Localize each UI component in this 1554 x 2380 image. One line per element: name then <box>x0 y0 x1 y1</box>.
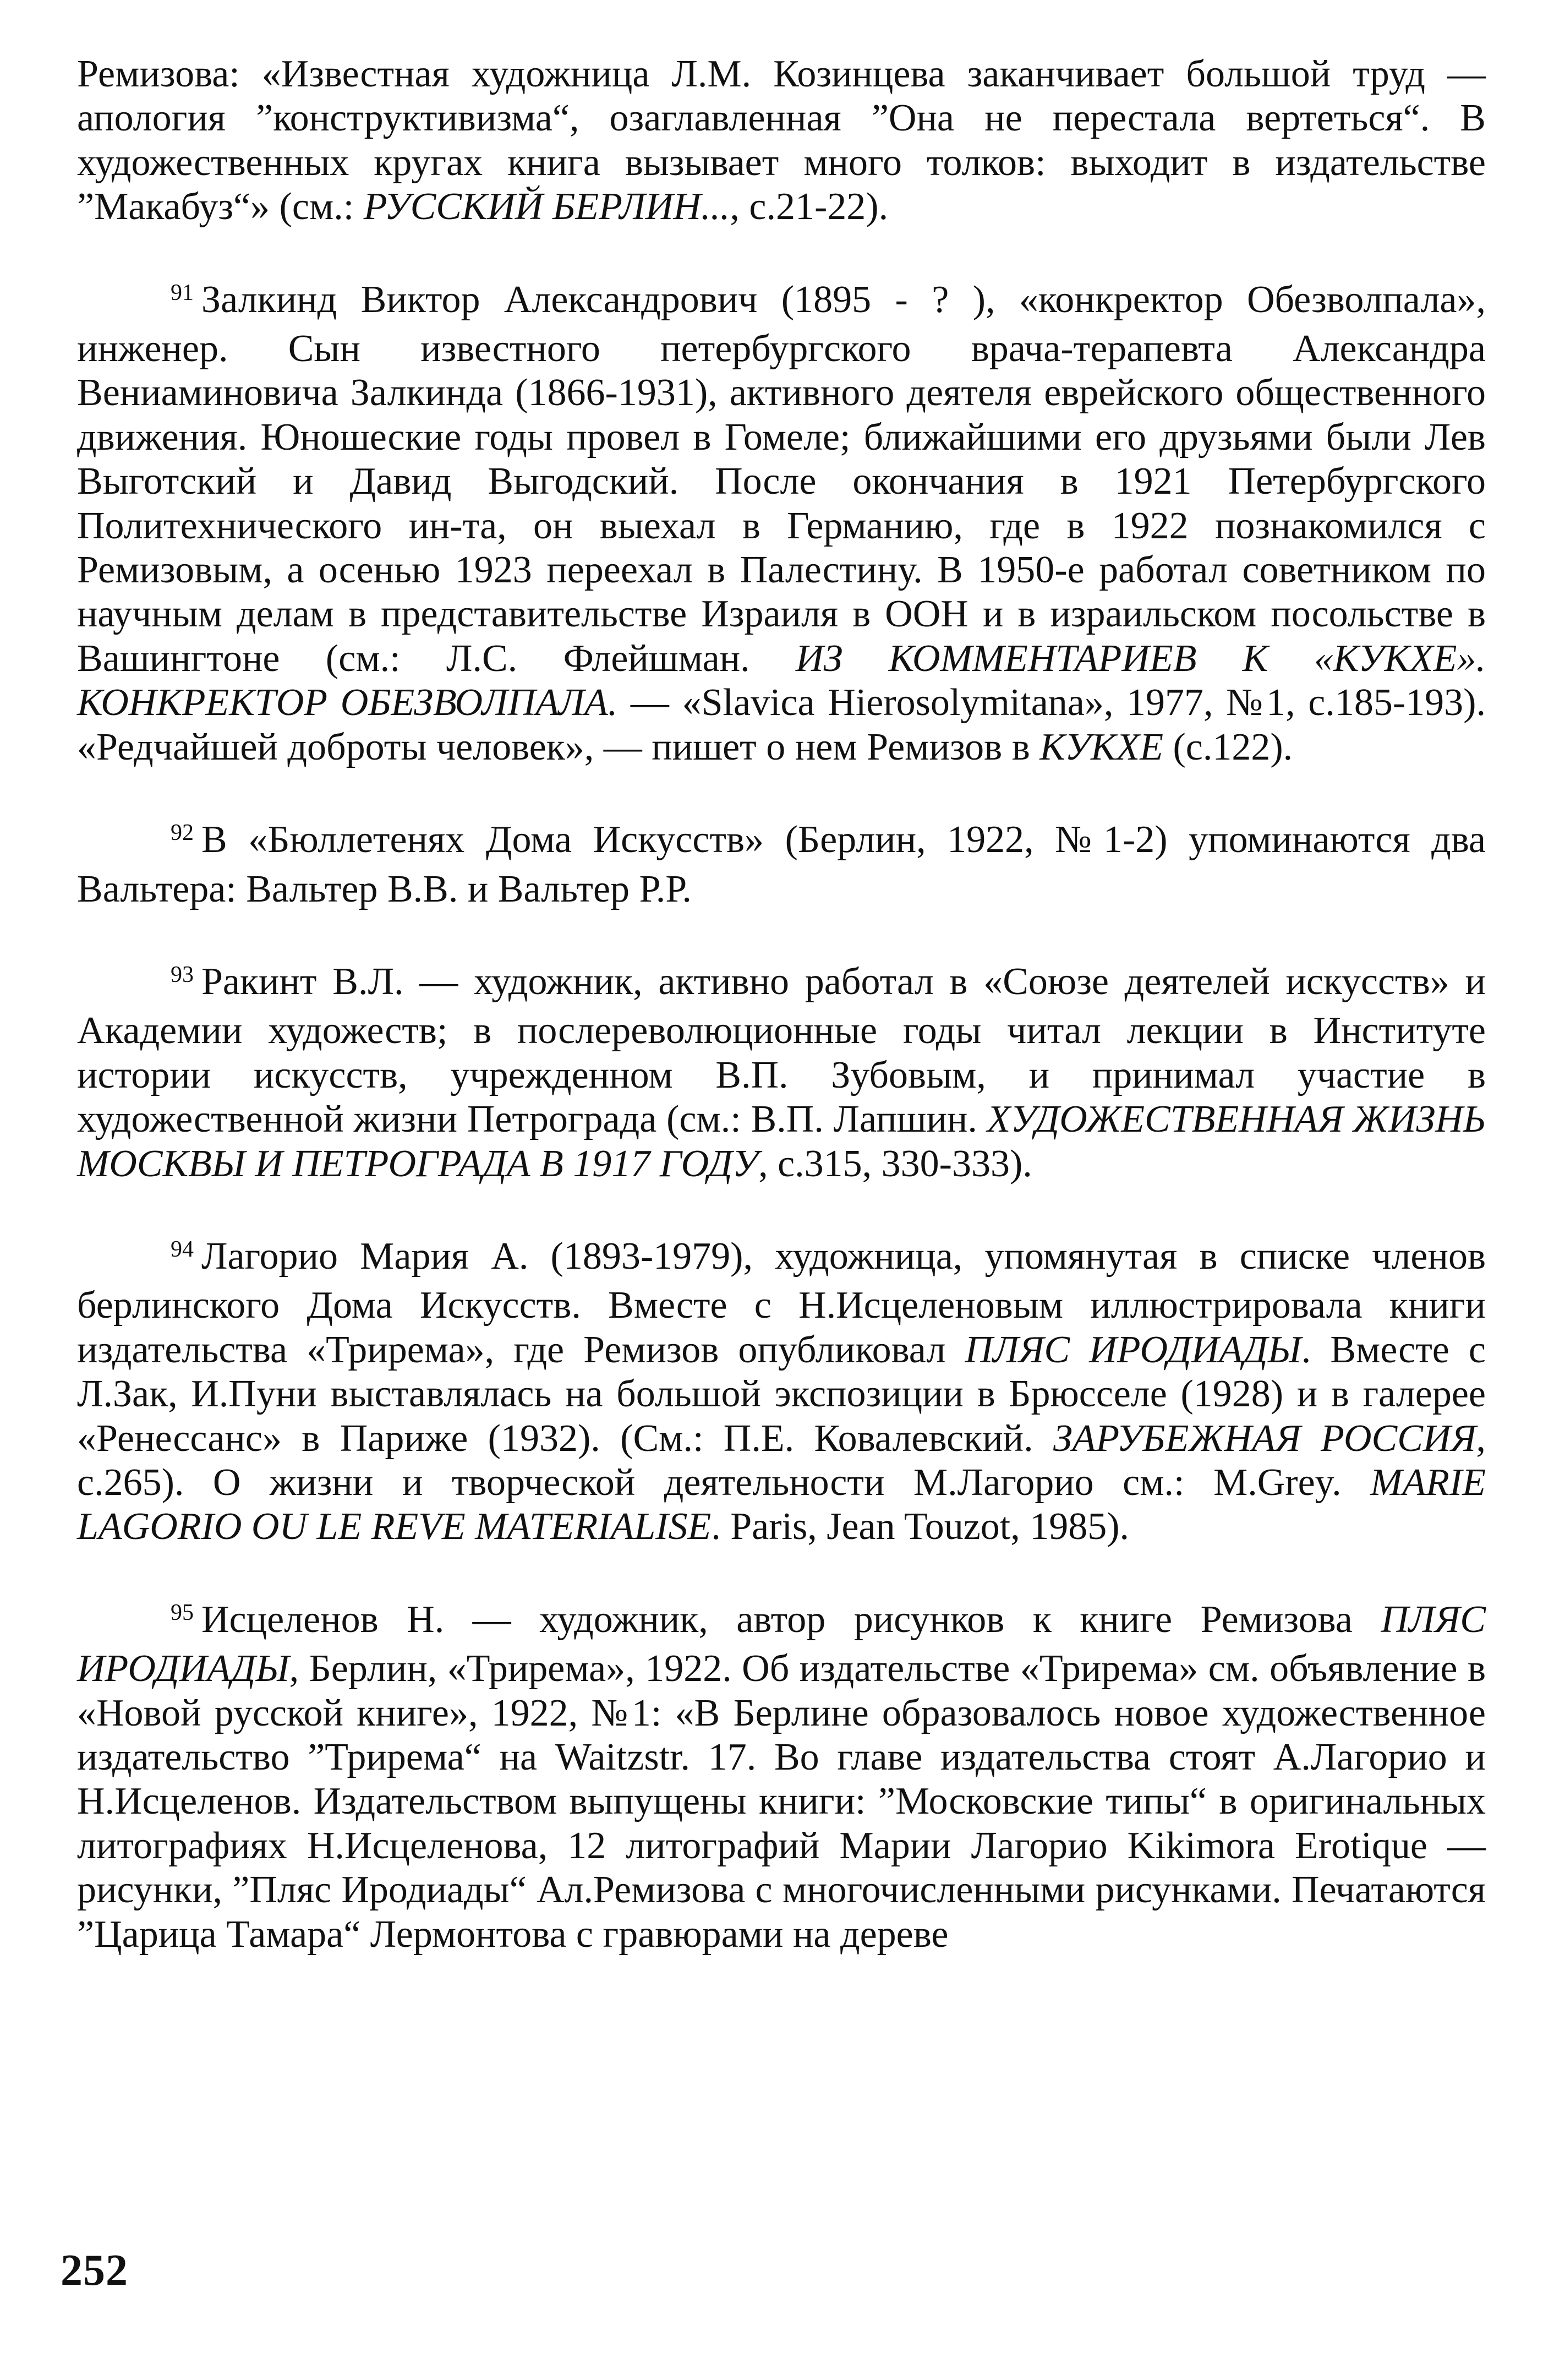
footnote-text: . Вместе с Л.Зак, И.Пуни выставлялась на большой экспозиции в Брюсселе (1928) и в галерее «Ренессанс» в Париже (1932). (См.: П.Е. Ковалевский. <box>77 1328 1486 1460</box>
footnote-93 <box>77 960 1486 1186</box>
footnote-title-italic: ПЛЯС ИРОДИАДЫ <box>965 1328 1301 1371</box>
footnote-text: (с.122). <box>1163 725 1293 768</box>
footnote-text: , с.21-22). <box>730 185 889 228</box>
footnote-text: , Берлин, «Трирема», 1922. Об издательстве «Трирема» см. объявление в «Новой русской книге», 1922, №1: «В Берлине образовалось новое художественное издательство ”Трирема“ на Waitzstr. 17. Во главе издательства стоят А.Лагорио и Н.Исцеленов. Издательством выпущены книги: ”Московские типы“ в оригинальных литографиях Н.Исцеленова, 12 литографий Марии Лагорио Kikimora Erotique — рисунки, ”Пляс Иродиады“ Ал.Ремизова с многочисленными рисунками. Печатаются ”Царица Тамара“ Лермонтова с гравюрами на дереве <box>77 1647 1486 1956</box>
footnote-title-italic: ЗАРУБЕЖНАЯ РОССИЯ <box>1053 1417 1476 1460</box>
footnote-92 <box>77 818 1486 911</box>
footnote-text: — «Slavica Hierosolymitana», 1977, №1, с.185-193). «Редчайшей доброты человек», — пишет о нем Ремизов в <box>77 681 1486 768</box>
footnote-number: 95 <box>171 1600 194 1625</box>
footnote-number: 91 <box>171 280 194 305</box>
footnote-text: Лагорио Мария А. (1893-1979), художница, упомянутая в списке членов берлинского Дома Искусств. Вместе с Н.Исцеленовым иллюстрировала книги издательства «Трирема», где Ремизов опубликовал <box>77 1235 1486 1371</box>
footnote-title-italic: ИЗ КОММЕНТАРИЕВ К «КУКХЕ». КОНКРЕКТОР ОБЕЗВОЛПАЛА. <box>77 637 1486 724</box>
footnote-text: Залкинд Виктор Александрович (1895 - ? ), «конкректор Обезволпала», инженер. Сын известного петербургского врача-терапевта Александра Вениаминовича Залкинда (1866-1931), активного деятеля еврейского общественного движения. Юношеские годы провел в Гомеле; ближайшими его друзьями были Лев Выготский и Давид Выгодский. После окончания в 1921 Петербургского Политехнического ин-та, он выехал в Германию, где в 1922 познакомился с Ремизовым, а осенью 1923 переехал в Палестину. В 1950-е работал советником по научным делам в представительстве Израиля в ООН и в израильском посольстве в Вашингтоне (см.: Л.С. Флейшман. <box>77 278 1486 680</box>
page-number: 252 <box>61 2246 128 2295</box>
footnote-title-italic: ХУДОЖЕСТВЕННАЯ ЖИЗНЬ МОСКВЫ И ПЕТРОГРАДА В 1917 ГОДУ <box>77 1098 1486 1185</box>
footnote-title-italic: КУКХЕ <box>1039 725 1163 768</box>
footnote-text: , с.265). О жизни и творческой деятельности М.Лагорио см.: M.Grey. <box>77 1417 1486 1504</box>
footnote-text: , с.315, 330-333). <box>758 1142 1032 1185</box>
footnote-number: 92 <box>171 820 194 846</box>
footnote-94 <box>77 1235 1486 1549</box>
footnote-text: Ракинт В.Л. — художник, активно работал в «Союзе деятелей искусств» и Академии художеств; в послереволюционные годы читал лекции в Институте истории искусств, учрежденном В.П. Зубовым, и принимал участие в художественной жизни Петрограда (см.: В.П. Лапшин. <box>77 960 1486 1141</box>
footnote-number: 93 <box>171 962 194 987</box>
footnote-text: В «Бюллетенях Дома Искусств» (Берлин, 1922, №1-2) упоминаются два Вальтера: Вальтер В.В. и Вальтер Р.Р. <box>77 818 1486 910</box>
footnote-number: 94 <box>171 1236 194 1262</box>
footnote-95 <box>77 1598 1486 1957</box>
footnote-title-italic: РУССКИЙ БЕРЛИН... <box>363 185 730 228</box>
footnote-text: Исцеленов Н. — художник, автор рисунков к книге Ремизова <box>201 1598 1381 1641</box>
footnotes-page <box>77 52 1486 1957</box>
footnote-title-italic: ПЛЯС ИРОДИАДЫ <box>77 1598 1486 1690</box>
footnote-text: Ремизова: «Известная художница Л.М. Козинцева заканчивает большой труд — апология ”конструктивизма“, озаглавленная ”Она не перестала вертеться“. В художественных кругах книга вызывает много толков: выходит в издательстве ”Макабуз“» (см.: <box>77 53 1486 228</box>
footnote-text: . Paris, Jean Touzot, 1985). <box>711 1505 1130 1548</box>
footnote-continuation <box>77 52 1486 230</box>
footnote-91 <box>77 278 1486 769</box>
footnote-title-italic: MARIE LAGORIO OU LE REVE MATERIALISE <box>77 1461 1486 1548</box>
